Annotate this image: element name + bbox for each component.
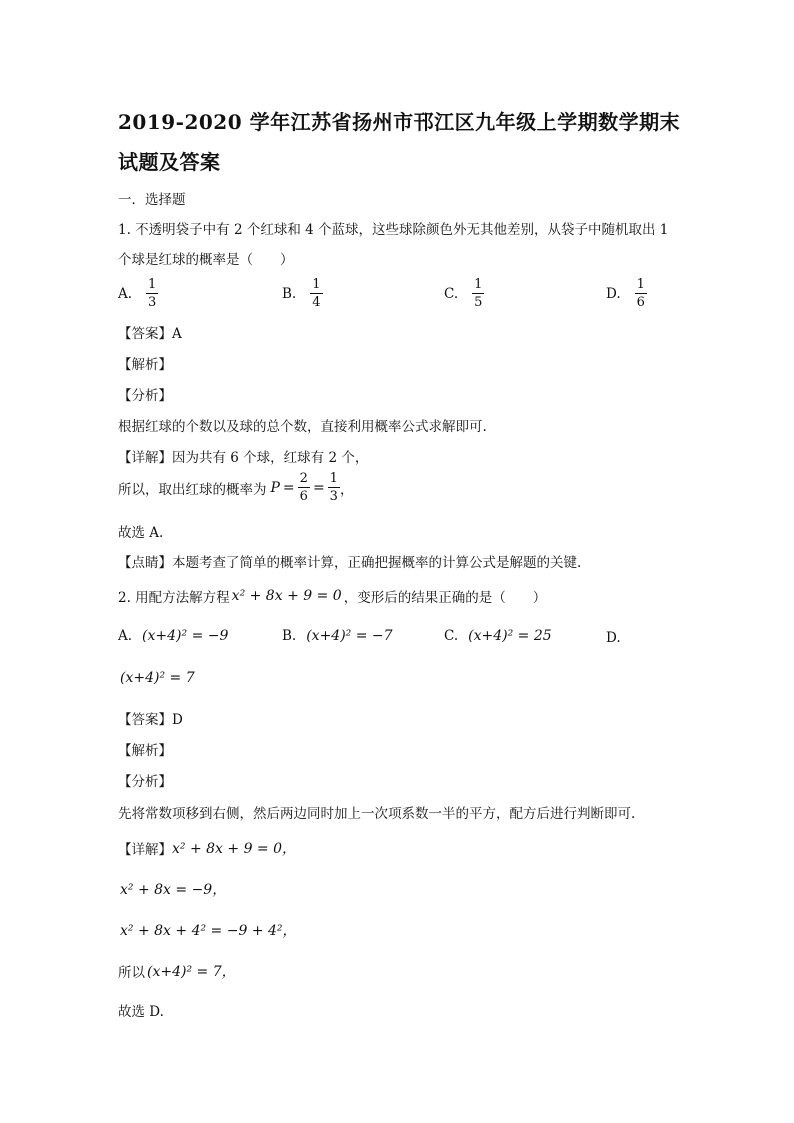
q1-probability-eq2: = — [312, 479, 325, 496]
section-heading: 一．选择题 — [118, 192, 186, 208]
q2-step4-line — [118, 961, 236, 981]
q1-option-a-fraction — [146, 278, 158, 309]
q1-option-c-letter: C. — [444, 285, 459, 302]
q1-option-d-num: 1 — [636, 277, 645, 292]
q1-answer: 【答案】A — [118, 326, 182, 342]
q1-option-d-fraction — [635, 278, 647, 309]
q1-probability-tail: ， — [339, 481, 354, 498]
q1-jiexi-label: 【解析】 — [118, 357, 172, 373]
q1-option-c-den: 5 — [474, 295, 483, 310]
q1-comment: 【点睛】本题考查了简单的概率计算，正确把握概率的计算公式是解题的关键. — [118, 555, 582, 571]
document-title-line1: 2019-2020 学年江苏省扬州市邗江区九年级上学期数学期末 — [118, 110, 681, 134]
q1-option-a — [118, 278, 158, 309]
q2-option-c-expr: (x+4)² = 25 — [468, 628, 552, 644]
q1-fenxi-label: 【分析】 — [118, 388, 172, 404]
q1-option-a-num: 1 — [148, 277, 157, 292]
q2-analysis: 先将常数项移到右侧，然后两边同时加上一次项系数一半的平方，配方后进行判断即可. — [118, 806, 636, 822]
q2-step3: x² + 8x + 4² = −9 + 4²， — [120, 923, 297, 939]
q2-step4: (x+4)² = 7， — [147, 964, 236, 980]
q1-probability-var: P — [270, 479, 280, 496]
q2-stem-prefix: 2. 用配方法解方程 — [118, 590, 230, 606]
q2-option-b-letter: B. — [282, 628, 297, 644]
q1-analysis: 根据红球的个数以及球的总个数，直接利用概率公式求解即可. — [118, 419, 487, 435]
q1-probability-frac1-num: 2 — [299, 471, 308, 486]
q1-stem-line1: 1. 不透明袋子中有 2 个红球和 4 个蓝球，这些球除颜色外无其他差别，从袋子中随机取出 1 — [118, 222, 669, 238]
q1-option-b-num: 1 — [312, 277, 321, 292]
q1-option-b-letter: B. — [282, 285, 297, 302]
q2-detail-line — [118, 838, 296, 858]
q2-fenxi-label: 【分析】 — [118, 774, 172, 790]
q1-option-a-den: 3 — [148, 295, 157, 310]
q1-probability-frac2 — [328, 472, 340, 503]
q1-option-d-letter: D. — [606, 285, 621, 302]
q2-option-a-letter: A. — [118, 628, 133, 644]
q1-option-c — [444, 278, 484, 309]
q1-probability-frac1 — [298, 472, 310, 503]
q1-probability-frac2-num: 1 — [329, 471, 338, 486]
q1-option-d-den: 6 — [636, 295, 645, 310]
q2-answer: 【答案】D — [118, 712, 183, 728]
q1-option-a-letter: A. — [118, 285, 133, 302]
q1-option-b — [282, 278, 323, 309]
q1-detail: 【详解】因为共有 6 个球，红球有 2 个， — [118, 450, 369, 466]
q2-step2: x² + 8x = −9， — [120, 882, 227, 898]
q2-choose: 故选 D. — [118, 1004, 164, 1020]
q2-option-b — [282, 628, 393, 644]
q2-stem-suffix: ，变形后的结果正确的是（ ） — [343, 590, 547, 606]
q1-stem-line2: 个球是红球的概率是（ ） — [118, 252, 294, 268]
q1-option-b-fraction — [310, 278, 322, 309]
q2-stem — [118, 586, 546, 606]
q1-probability-frac1-den: 6 — [299, 489, 308, 504]
q2-option-d-expr: (x+4)² = 7 — [120, 670, 195, 686]
q1-probability-prefix: 所以，取出红球的概率为 — [118, 481, 267, 498]
q1-option-b-den: 4 — [312, 295, 321, 310]
q1-option-d — [606, 278, 647, 309]
q2-option-c — [444, 628, 552, 644]
q1-probability-eq1: = — [282, 479, 295, 496]
q2-option-d-letter: D. — [606, 630, 621, 646]
q1-probability-line — [118, 472, 353, 503]
document-title-line2: 试题及答案 — [118, 150, 221, 174]
q2-option-a-expr: (x+4)² = −9 — [142, 628, 229, 644]
q1-option-c-num: 1 — [474, 277, 483, 292]
q2-option-b-expr: (x+4)² = −7 — [306, 628, 393, 644]
q1-choose: 故选 A. — [118, 525, 164, 541]
q2-stem-equation: x² + 8x + 9 = 0 — [231, 588, 342, 604]
q1-option-c-fraction — [472, 278, 484, 309]
q2-option-c-letter: C. — [444, 628, 459, 644]
q2-detail-label: 【详解】 — [118, 842, 172, 858]
q2-option-a — [118, 628, 228, 644]
q2-step1: x² + 8x + 9 = 0， — [172, 841, 297, 857]
q2-jiexi-label: 【解析】 — [118, 743, 172, 759]
q1-probability-frac2-den: 3 — [329, 489, 338, 504]
q2-step4-prefix: 所以 — [118, 965, 145, 981]
